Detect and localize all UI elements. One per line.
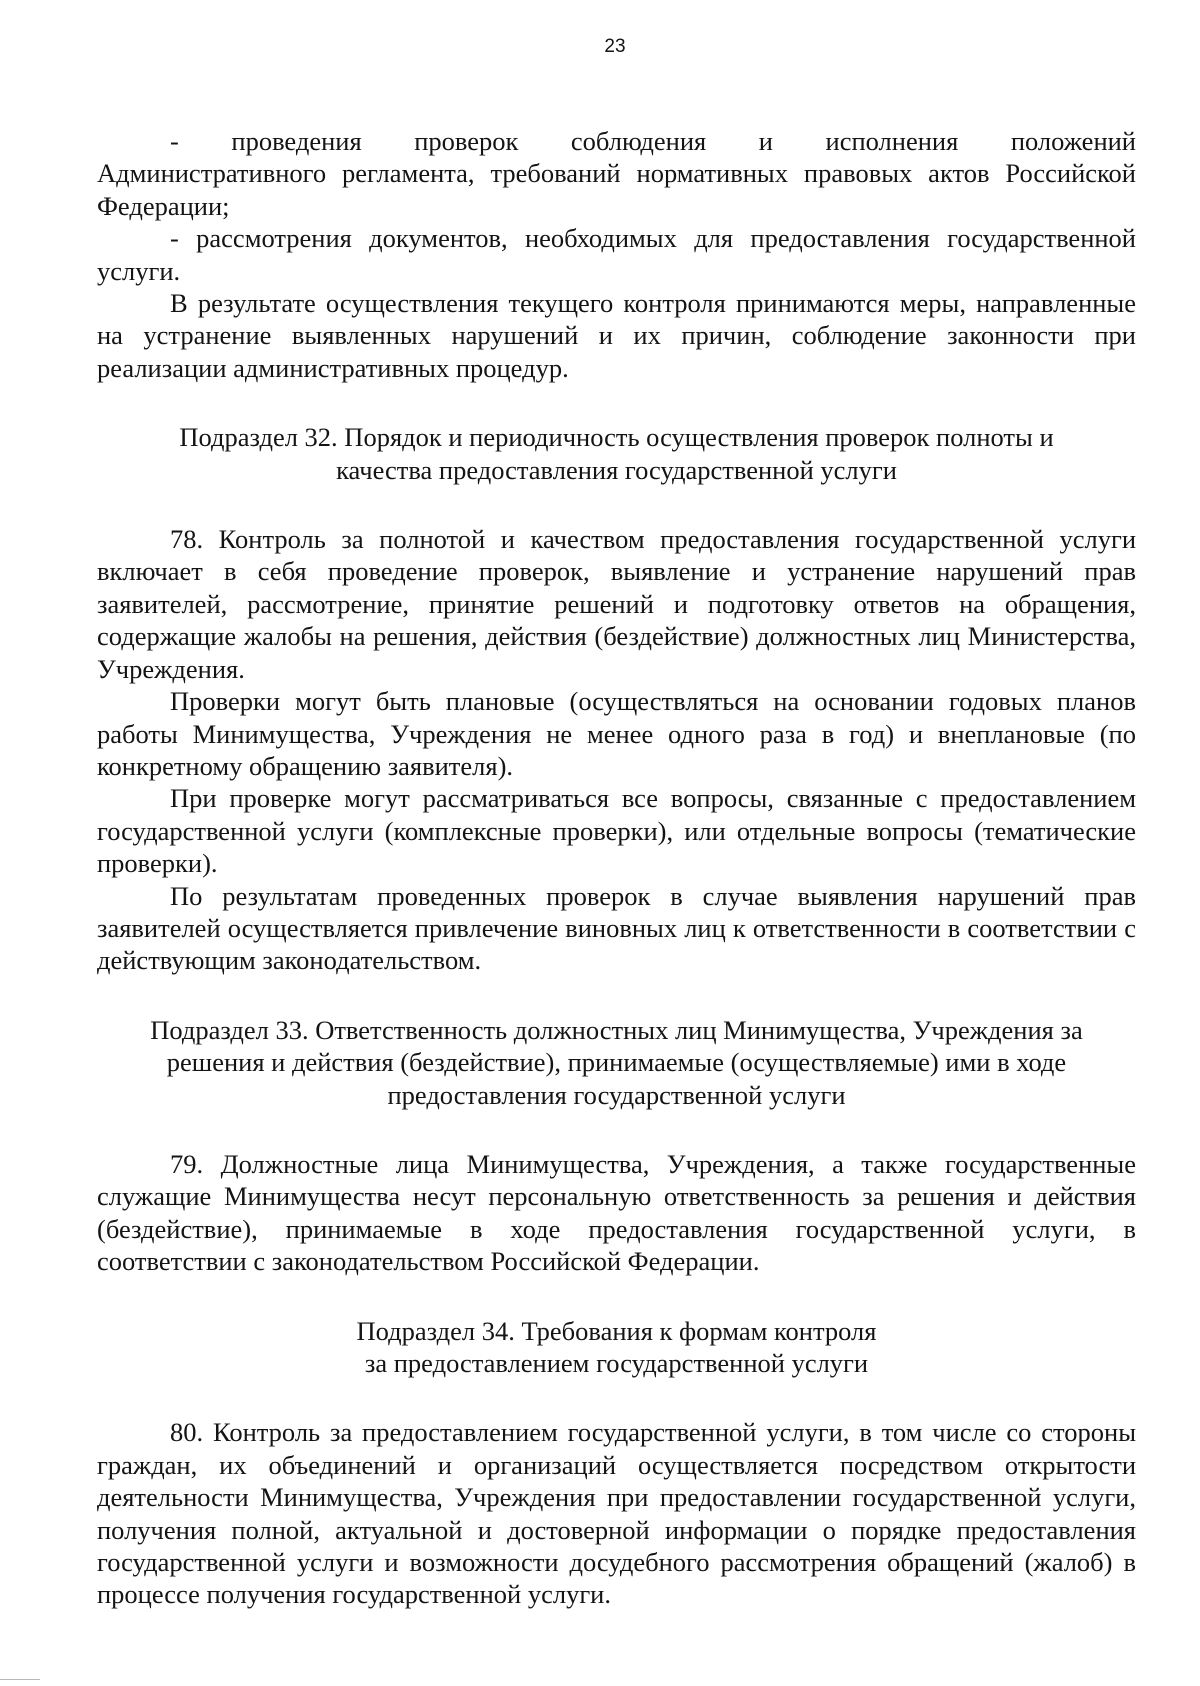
section-heading-34-line-2: за предоставлением государственной услуги [364,1348,869,1378]
paragraph-78: 78. Контроль за полнотой и качеством предоставления государственной услуги включает в себя проведение проверок, выявление и устранение нарушений прав заявителей, рассмотрение, принятие решений и подготовку ответов на обращения, содержащие жалобы на решения, действия (бездействие) должностных лиц Министерства, Учреждения. [97,524,1136,684]
section-heading-32 [97,421,1136,486]
paragraph-80: 80. Контроль за предоставлением государственной услуги, в том числе со стороны граждан, их объединений и организаций осуществляется посредством открытости деятельности Минимущества, Учреждения при предоставлении государственной услуги, получения полной, актуальной и достоверной информации о порядке предоставления государственной услуги и возможности досудебного рассмотрения обращений (жалоб) в процессе получения государственной услуги. [97,1417,1136,1610]
page-number: 23 [604,36,626,57]
paragraph-inspection-results: По результатам проведенных проверок в случае выявления нарушений прав заявителей осуществляется привлечение виновных лиц к ответственности в соответствии с действующим законодательством. [97,880,1136,976]
paragraph-79: 79. Должностные лица Минимущества, Учреждения, а также государственные служащие Минимущества несут персональную ответственность за решения и действия (бездействие), принимаемые в ходе предоставления государственной услуги, в соответствии с законодательством Российской Федерации. [97,1148,1136,1277]
paragraph-planned-inspections: Проверки могут быть плановые (осуществляться на основании годовых планов работы Минимущества, Учреждения не менее одного раза в год) и внеплановые (по конкретному обращению заявителя). [97,686,1136,781]
section-heading-32-line-2: качества предоставления государственной услуги [336,454,897,485]
section-heading-33-line-1: Подраздел 33. Ответственность должностных лиц Минимущества, Учреждения за [150,1014,1083,1045]
section-heading-32-line-1: Подраздел 32. Порядок и периодичность осуществления проверок полноты и [179,422,1054,453]
section-heading-33-line-3: предоставления государственной услуги [387,1079,846,1110]
document-body [97,125,1136,1611]
section-heading-33-line-2: решения и действия (бездействие), принимаемые (осуществляемые) ими в ходе [166,1047,1067,1078]
section-heading-33 [97,1014,1136,1111]
paragraph-control-results: В результате осуществления текущего контроля принимаются меры, направленные на устранение выявленных нарушений и их причин, соблюдение законности при реализации административных процедур. [97,288,1136,383]
paragraph-inspection-scope: При проверке могут рассматриваться все вопросы, связанные с предоставлением государственной услуги (комплексные проверки), или отдельные вопросы (тематические проверки). [97,783,1136,879]
section-heading-34 [97,1315,1136,1380]
paragraph-document-review: - рассмотрения документов, необходимых для предоставления государственной услуги. [97,223,1136,286]
scan-edge-mark [0,1679,40,1686]
section-heading-34-line-1: Подраздел 34. Требования к формам контроля [356,1315,877,1346]
paragraph-inspections-compliance: - проведения проверок соблюдения и исполнения положений Административного регламента, требований нормативных правовых актов Российской Федерации; [97,126,1136,221]
